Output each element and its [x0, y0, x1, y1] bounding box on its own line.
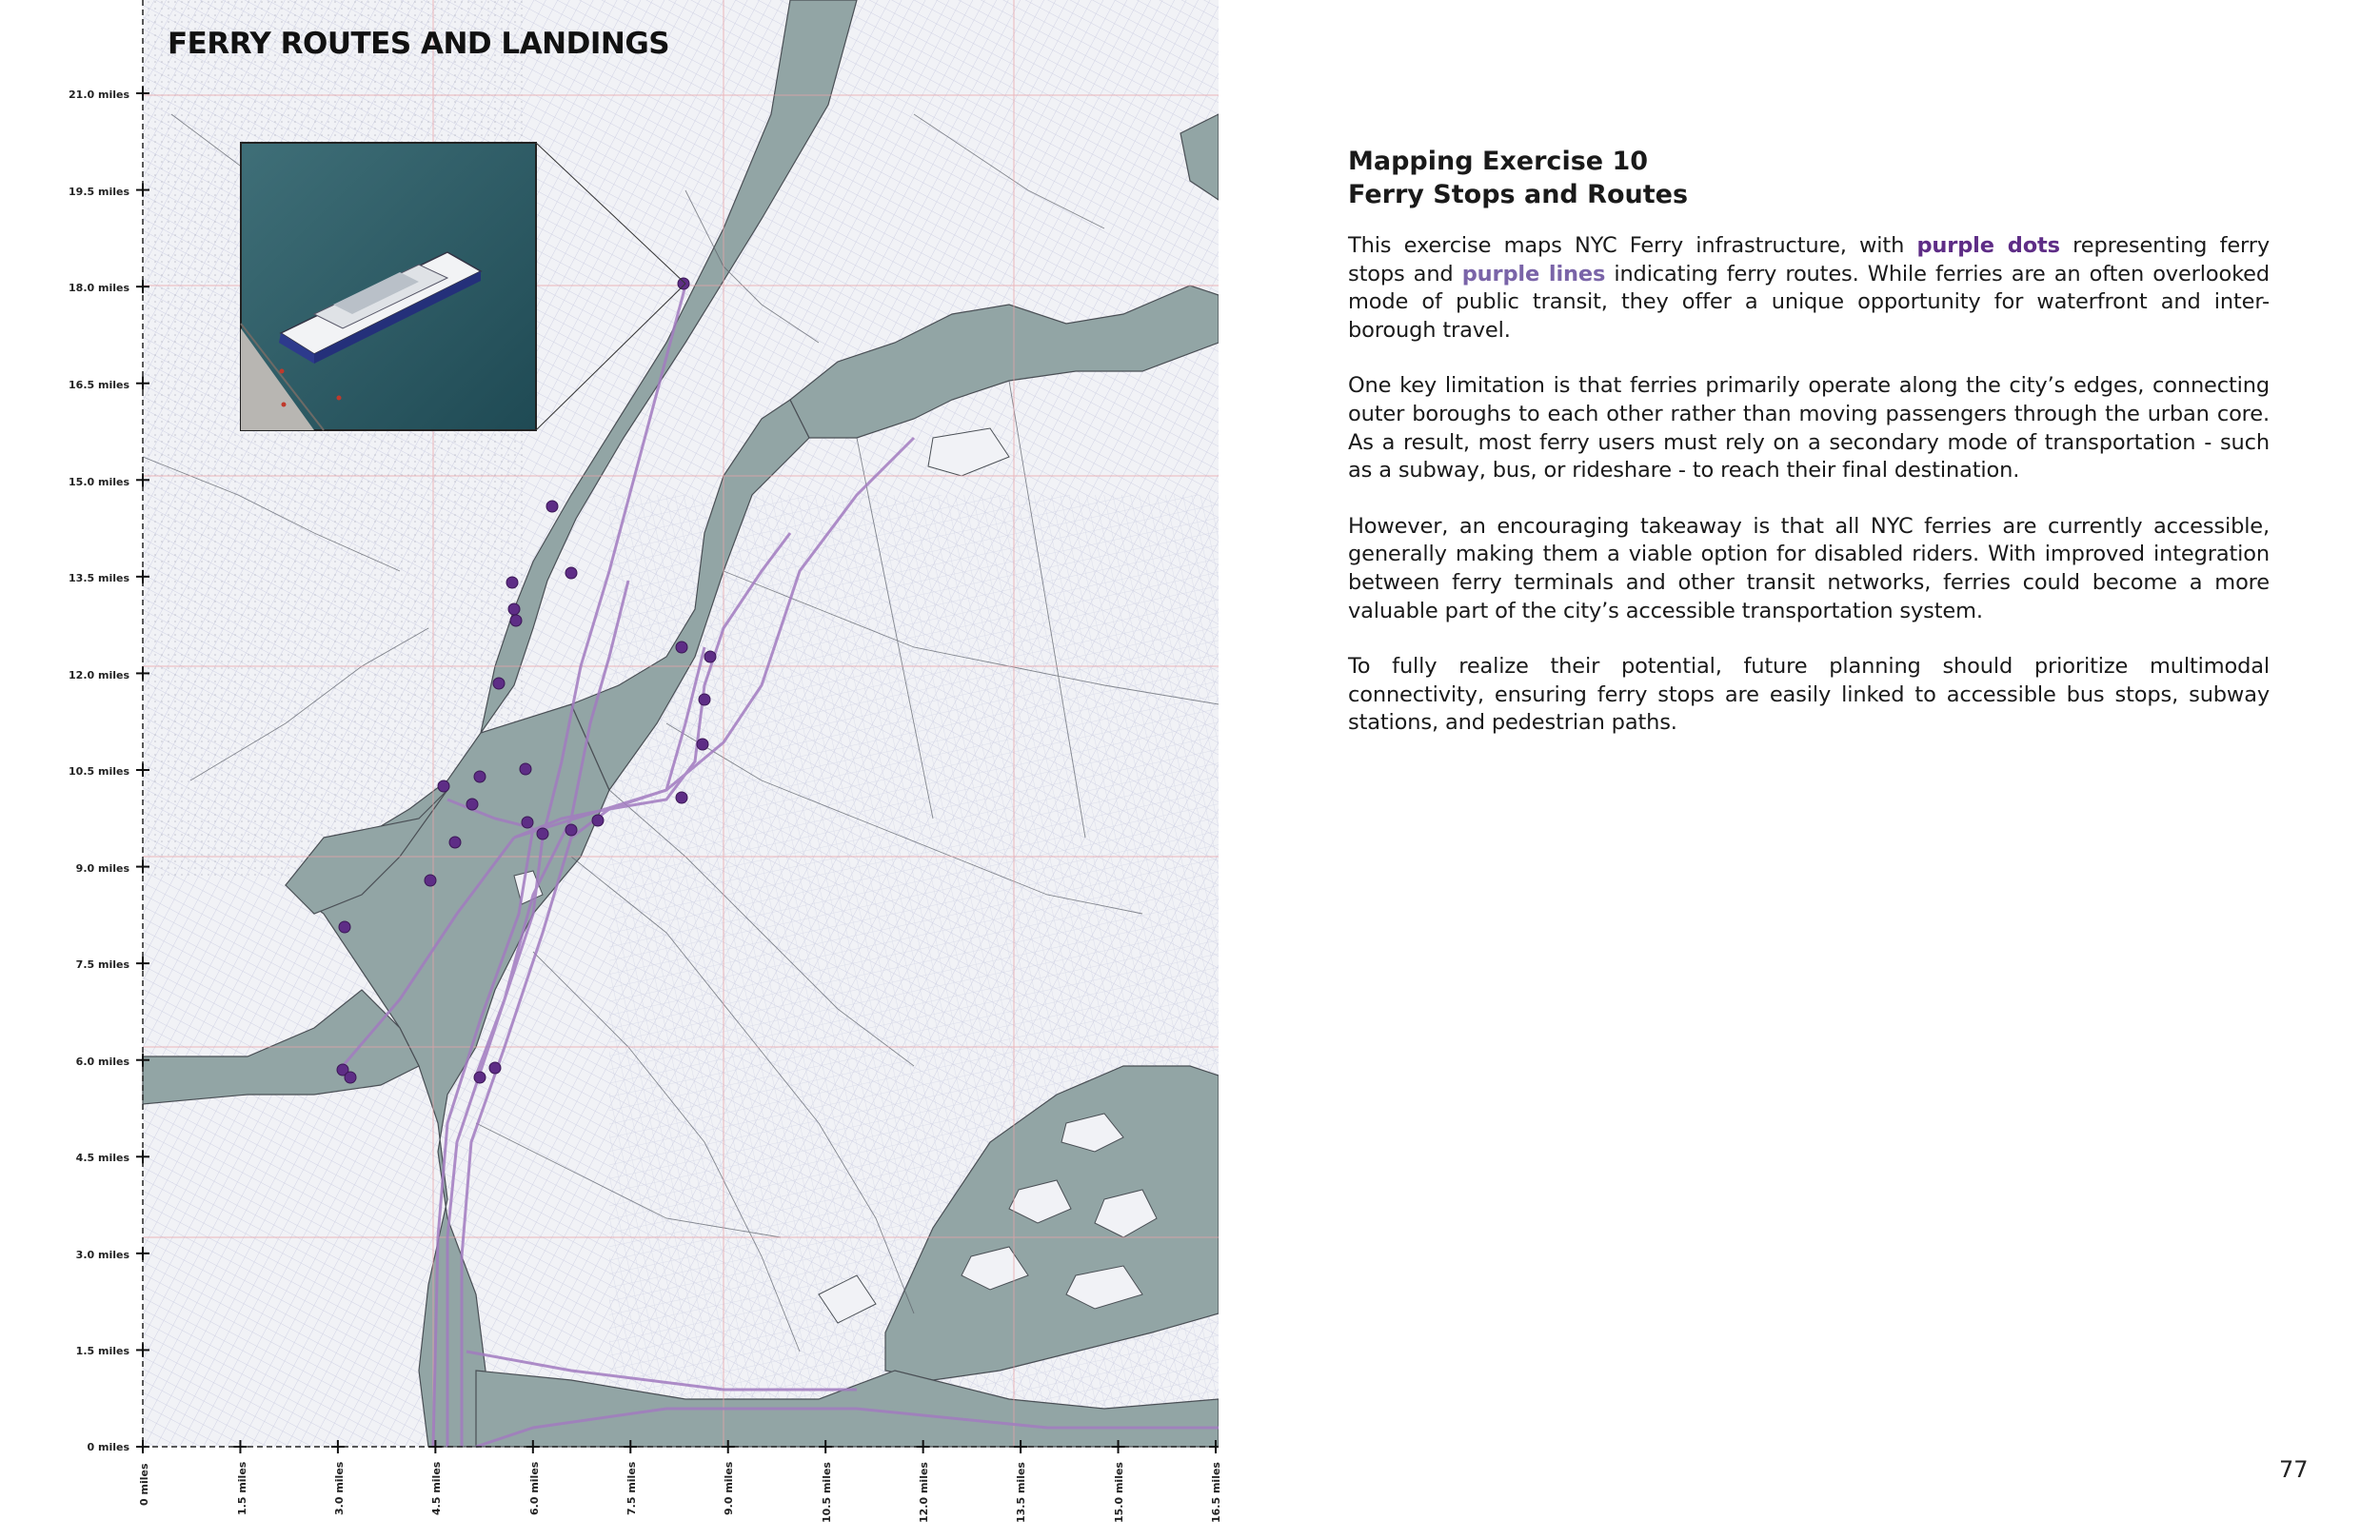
y-label: 15.0 miles — [69, 476, 129, 488]
y-label: 3.0 miles — [75, 1249, 129, 1261]
x-label: 7.5 miles — [625, 1461, 638, 1515]
text-column — [1348, 145, 2270, 765]
y-label: 18.0 miles — [69, 282, 129, 294]
y-label: 1.5 miles — [75, 1345, 129, 1357]
y-label: 9.0 miles — [75, 862, 129, 875]
paragraph-2: One key limitation is that ferries primarily operate along the city’s edges, connecting outer boroughs to each other rather than moving passengers through the urban core. As a result, most ferry users must rely on a secondary mode of transportation - such as a subway, bus, or rideshare - to reach their final destination. — [1348, 373, 2270, 484]
y-label: 13.5 miles — [69, 572, 129, 584]
x-label: 1.5 miles — [236, 1461, 248, 1515]
x-label: 15.0 miles — [1113, 1462, 1125, 1523]
x-label: 0 miles — [138, 1463, 150, 1506]
x-label: 9.0 miles — [723, 1461, 735, 1515]
p1-text-a: This exercise maps NYC Ferry infrastructure, with — [1348, 233, 1917, 258]
heading-line-2: Ferry Stops and Routes — [1348, 180, 1689, 209]
y-label: 10.5 miles — [69, 765, 129, 778]
x-label: 6.0 miles — [528, 1461, 541, 1515]
paragraph-1 — [1348, 232, 2270, 345]
y-label: 4.5 miles — [75, 1152, 129, 1164]
ferry-photo-inset — [241, 143, 536, 430]
y-label: 7.5 miles — [75, 958, 129, 971]
map-title: FERRY ROUTES AND LANDINGS — [168, 27, 670, 61]
paragraph-3: However, an encouraging takeaway is that all NYC ferries are currently accessible, generally making them a viable option for disabled riders. With improved integration between ferry terminals and other transit networks, ferries could become a more valuable part of the city’s accessible transportation system. — [1348, 513, 2270, 623]
y-label: 6.0 miles — [75, 1056, 129, 1068]
paragraph-4: To fully realize their potential, future planning should prioritize multimodal connectivity, ensuring ferry stops are easily linked to accessible bus stops, subway stations, and pedestrian paths. — [1348, 654, 2270, 736]
purple-lines-highlight: purple lines — [1461, 261, 1606, 286]
p1-text-c: indicating ferry routes. While ferries are an often overlooked mode of public transit, they offer a unique opportunity for waterfront and inter-borough travel. — [1348, 261, 2270, 343]
y-label: 12.0 miles — [69, 669, 129, 681]
x-label: 12.0 miles — [918, 1462, 930, 1523]
purple-dots-highlight: purple dots — [1916, 233, 2060, 258]
x-label: 3.0 miles — [333, 1461, 346, 1515]
p1-text-b: representing ferry stops and — [1348, 233, 2271, 286]
x-label: 4.5 miles — [430, 1461, 443, 1515]
page-heading — [1348, 145, 2270, 211]
y-label: 16.5 miles — [69, 379, 129, 391]
y-label: 0 miles — [87, 1441, 129, 1453]
y-label: 21.0 miles — [69, 89, 129, 101]
x-label: 13.5 miles — [1015, 1462, 1027, 1523]
heading-line-1: Mapping Exercise 10 — [1348, 147, 1649, 176]
page-number: 77 — [2279, 1456, 2309, 1483]
y-label: 19.5 miles — [69, 186, 129, 198]
x-label: 16.5 miles — [1210, 1462, 1222, 1523]
x-label: 10.5 miles — [821, 1462, 833, 1523]
